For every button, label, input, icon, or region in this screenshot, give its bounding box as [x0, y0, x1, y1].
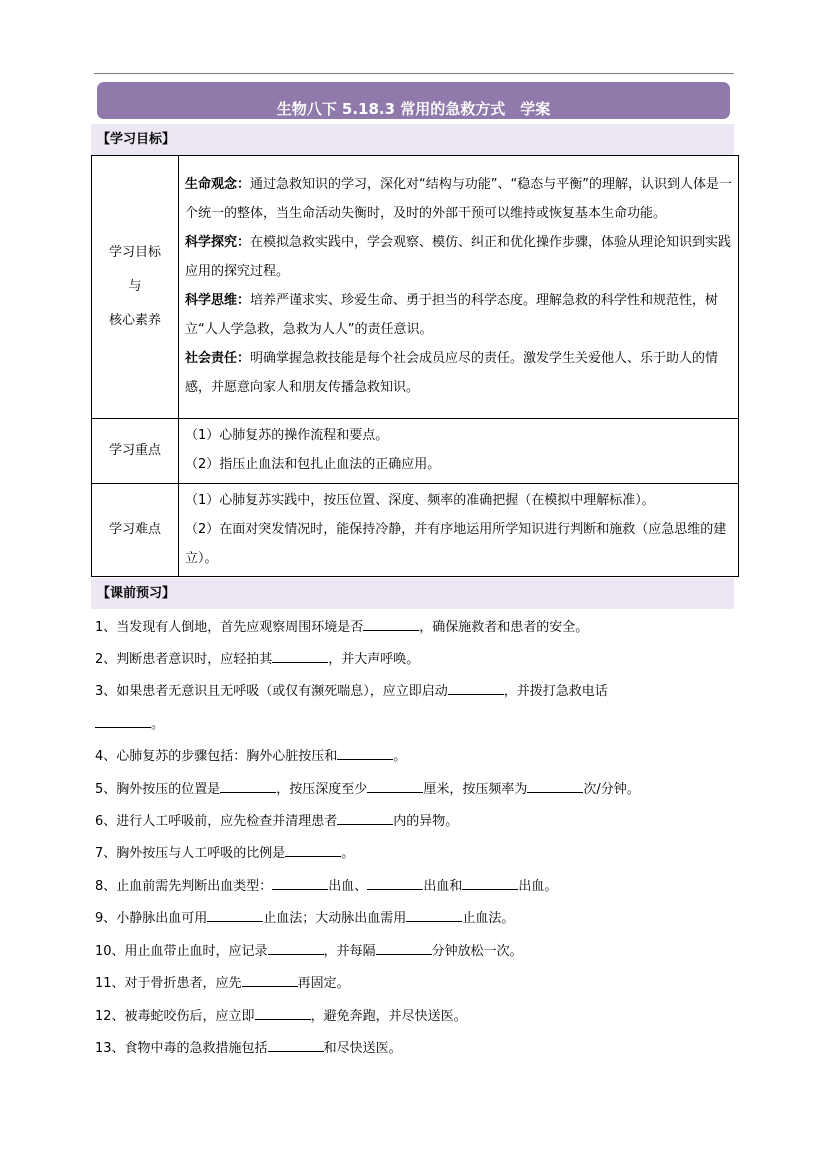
top-rule	[94, 73, 734, 74]
answer-blank[interactable]	[367, 778, 423, 793]
title-bar	[97, 82, 730, 119]
row-label: 学习目标 与 核心素养	[92, 156, 179, 419]
answer-blank[interactable]	[268, 1037, 324, 1052]
table-row	[92, 419, 739, 484]
goal-item: 科学探究：在模拟急救实践中，学会观察、模仿、纠正和优化操作步骤，体验从理论知识到实践应用的探究过程。	[185, 235, 732, 279]
goal-item: 生命观念：通过急救知识的学习，深化对“结构与功能”、“稳态与平衡”的理解，认识到人体是一个统一的整体，当生命活动失衡时，及时的外部干预可以维持或恢复基本生命功能。	[185, 177, 732, 221]
question-item: 1、当发现有人倒地，首先应观察周围环境是否 ，确保施救者和患者的安全。	[95, 616, 735, 638]
row-content: （1）心肺复苏的操作流程和要点。 （2）指压止血法和包扎止血法的正确应用。	[179, 419, 739, 484]
section-header-preview: 【课前预习】	[91, 578, 734, 609]
page-title: 生物八下 5.18.3 常用的急救方式 学案	[276, 100, 551, 118]
question-item: 12、被毒蛇咬伤后，应立即 ，避免奔跑，并尽快送医。	[95, 1005, 735, 1027]
goal-item: 社会责任：明确掌握急救技能是每个社会成员应尽的责任。激发学生关爱他人、乐于助人的情感，并愿意向家人和朋友传播急救知识。	[185, 351, 719, 395]
answer-blank[interactable]	[207, 907, 263, 922]
question-item: 3、如果患者无意识且无呼吸（或仅有濒死喘息），应立即启动 ，并拨打急救电话	[95, 680, 735, 702]
answer-blank[interactable]	[448, 680, 504, 695]
answer-blank[interactable]	[406, 907, 462, 922]
question-item: 9、小静脉出血可用 止血法；大动脉出血需用 止血法。	[95, 907, 735, 929]
answer-blank[interactable]	[337, 745, 393, 760]
row-content	[179, 156, 739, 419]
question-item: 4、心肺复苏的步骤包括：胸外心脏按压和 。	[95, 745, 735, 767]
row-label: 学习难点	[92, 484, 179, 577]
section-header-goals: 【学习目标】	[91, 124, 734, 155]
answer-blank[interactable]	[268, 940, 324, 955]
answer-blank[interactable]	[220, 778, 276, 793]
question-item: 10、用止血带止血时，应记录 ，并每隔 分钟放松一次。	[95, 940, 735, 962]
row-label: 学习重点	[92, 419, 179, 484]
answer-blank[interactable]	[272, 648, 328, 663]
answer-blank[interactable]	[367, 875, 423, 890]
table-row	[92, 156, 739, 419]
goals-table	[91, 155, 739, 577]
answer-blank[interactable]	[337, 810, 393, 825]
question-item: 6、进行人工呼吸前，应先检查并清理患者 内的异物。	[95, 810, 735, 832]
question-item: 7、胸外按压与人工呼吸的比例是 。	[95, 842, 735, 864]
question-item: 13、食物中毒的急救措施包括 和尽快送医。	[95, 1037, 735, 1059]
goal-item: 科学思维：培养严谨求实、珍爱生命、勇于担当的科学态度。理解急救的科学性和规范性，树立“人人学急救，急救为人人”的责任意识。	[185, 293, 719, 337]
answer-blank[interactable]	[376, 940, 432, 955]
answer-blank[interactable]	[285, 842, 341, 857]
row-content: （1）心肺复苏实践中，按压位置、深度、频率的准确把握（在模拟中理解标准）。 （2）在面对突发情况时，能保持冷静，并有序地运用所学知识进行判断和施救（应急思维的建立）。	[179, 484, 739, 577]
question-item: 2、判断患者意识时，应轻拍其 ，并大声呼唤。	[95, 648, 735, 670]
question-item: 8、止血前需先判断出血类型： 出血、 出血和 出血。	[95, 875, 735, 897]
answer-blank[interactable]	[527, 778, 583, 793]
question-item: 11、对于骨折患者，应先 再固定。	[95, 972, 735, 994]
answer-blank[interactable]	[462, 875, 518, 890]
question-item: 5、胸外按压的位置是 ，按压深度至少 厘米，按压频率为 次/分钟。	[95, 778, 735, 800]
answer-blank[interactable]	[242, 972, 298, 987]
question-item-continued: 。	[95, 713, 735, 735]
answer-blank[interactable]	[363, 616, 419, 631]
table-row	[92, 484, 739, 577]
answer-blank[interactable]	[272, 875, 328, 890]
answer-blank[interactable]	[255, 1005, 311, 1020]
answer-blank[interactable]	[95, 713, 151, 728]
